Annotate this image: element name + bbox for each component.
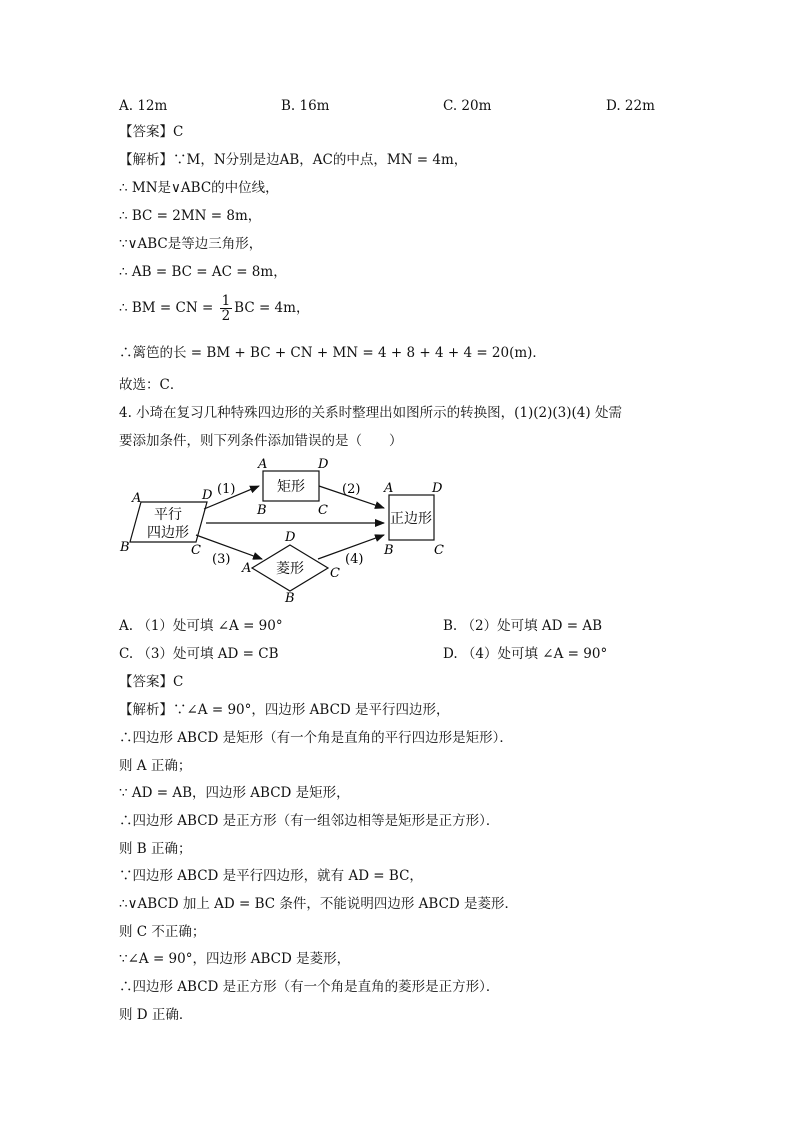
q4-stem-line-2: 要添加条件，则下列条件添加错误的是（ ） [119, 433, 403, 449]
vertex-label-a: A [132, 491, 142, 506]
vertex-label-b: B [384, 543, 394, 558]
q4-option-a: A. （1）处可填 ∠A = 90° [119, 618, 283, 634]
q4-analysis-line-10: ∵∠A = 90°，四边形 ABCD 是菱形， [119, 951, 351, 967]
q4-analysis-line-8: ∴∨ABCD 加上 AD = BC 条件，不能说明四边形 ABCD 是菱形． [119, 896, 519, 912]
step-label-1: (1) [217, 482, 236, 497]
q3-option-d: D. 22m [606, 98, 655, 114]
q3-analysis-line-4: ∵∨ABC是等边三角形， [119, 236, 263, 252]
q4-option-b: B. （2）处可填 AD = AB [443, 618, 603, 634]
fraction-denominator: 2 [221, 308, 231, 324]
q3-option-a: A. 12m [119, 98, 168, 114]
q3-analysis-line-5: ∴ AB = BC = AC = 8m， [119, 264, 287, 280]
rectangle-label: 矩形 [277, 479, 305, 495]
vertex-label-b: B [120, 540, 130, 555]
q4-answer: 【答案】C [119, 674, 184, 690]
step-label-3: (3) [212, 552, 231, 567]
parallelogram-label-line-2: 四边形 [147, 525, 189, 541]
q4-analysis-line-11: ∴四边形 ABCD 是正方形（有一个角是直角的菱形是正方形）． [119, 979, 500, 995]
q3-analysis-line-2: ∴ MN是∨ABC的中位线， [119, 180, 279, 196]
vertex-label-b: B [285, 591, 295, 605]
step-label-4: (4) [345, 552, 364, 567]
q3-answer: 【答案】C [119, 124, 184, 140]
vertex-label-d: D [432, 481, 443, 496]
fraction-one-half [220, 294, 233, 323]
vertex-label-a: A [258, 457, 268, 472]
q4-option-d: D. （4）处可填 ∠A = 90° [443, 646, 608, 662]
q4-option-c: C. （3）处可填 AD = CB [119, 646, 279, 662]
q3-conclusion: 故选：C． [119, 377, 184, 393]
q4-analysis-line-7: ∵四边形 ABCD 是平行四边形，就有 AD = BC， [119, 868, 423, 884]
q3-option-c: C. 20m [443, 98, 492, 114]
square-label: 正边形 [390, 511, 432, 527]
vertex-label-c: C [434, 543, 444, 558]
q3-option-b: B. 16m [281, 98, 330, 114]
vertex-label-d: D [285, 530, 296, 545]
q4-stem-line-1: 4. 小琦在复习几种特殊四边形的关系时整理出如图所示的转换图，(1)(2)(3)(4) 处需 [119, 405, 622, 421]
vertex-label-c: C [330, 566, 340, 581]
q3-analysis-label: 【解析】 [119, 152, 173, 168]
q3-analysis-line-6 [119, 294, 309, 323]
q3-analysis-line-1 [119, 151, 467, 169]
q4-analysis-line-3: 则 A 正确； [119, 758, 192, 774]
rhombus-label: 菱形 [276, 561, 304, 577]
quadrilateral-transformation-diagram [0, 455, 794, 605]
fraction-numerator: 1 [221, 293, 231, 309]
vertex-label-c: C [318, 503, 328, 518]
q4-analysis-line-2: ∴四边形 ABCD 是矩形（有一个角是直角的平行四边形是矩形）． [119, 730, 513, 746]
q4-analysis-line-5: ∴四边形 ABCD 是正方形（有一组邻边相等是矩形是正方形）． [119, 813, 500, 829]
q4-analysis-line-12: 则 D 正确． [119, 1007, 193, 1023]
vertex-label-b: B [257, 503, 267, 518]
q3-analysis-line-7: ∴篱笆的长 = BM + BC + CN + MN = 4 + 8 + 4 + 4 = 20(m)． [119, 345, 546, 361]
q4-analysis-line-6: 则 B 正确； [119, 841, 192, 857]
q3-analysis-line-3: ∴ BC = 2MN = 8m， [119, 208, 262, 224]
q4-analysis-line-9: 则 C 不正确； [119, 924, 206, 940]
step-label-2: (2) [342, 482, 361, 497]
vertex-label-d: D [202, 488, 213, 503]
q4-analysis-line-1: 【解析】∵∠A = 90°，四边形 ABCD 是平行四边形， [119, 702, 450, 718]
q4-analysis-line-4: ∵ AD = AB，四边形 ABCD 是矩形， [119, 785, 350, 801]
parallelogram-label-line-1: 平行 [154, 507, 182, 523]
q3-line6-end: BC = 4m， [234, 300, 310, 316]
vertex-label-d: D [318, 457, 329, 472]
vertex-label-c: C [191, 543, 201, 558]
q3-analysis-text-1: ∵M，N分别是边AB，AC的中点，MN = 4m， [173, 152, 468, 168]
vertex-label-a: A [242, 561, 252, 576]
vertex-label-a: A [384, 481, 394, 496]
q3-line6-start: ∴ BM = CN = [119, 300, 218, 316]
